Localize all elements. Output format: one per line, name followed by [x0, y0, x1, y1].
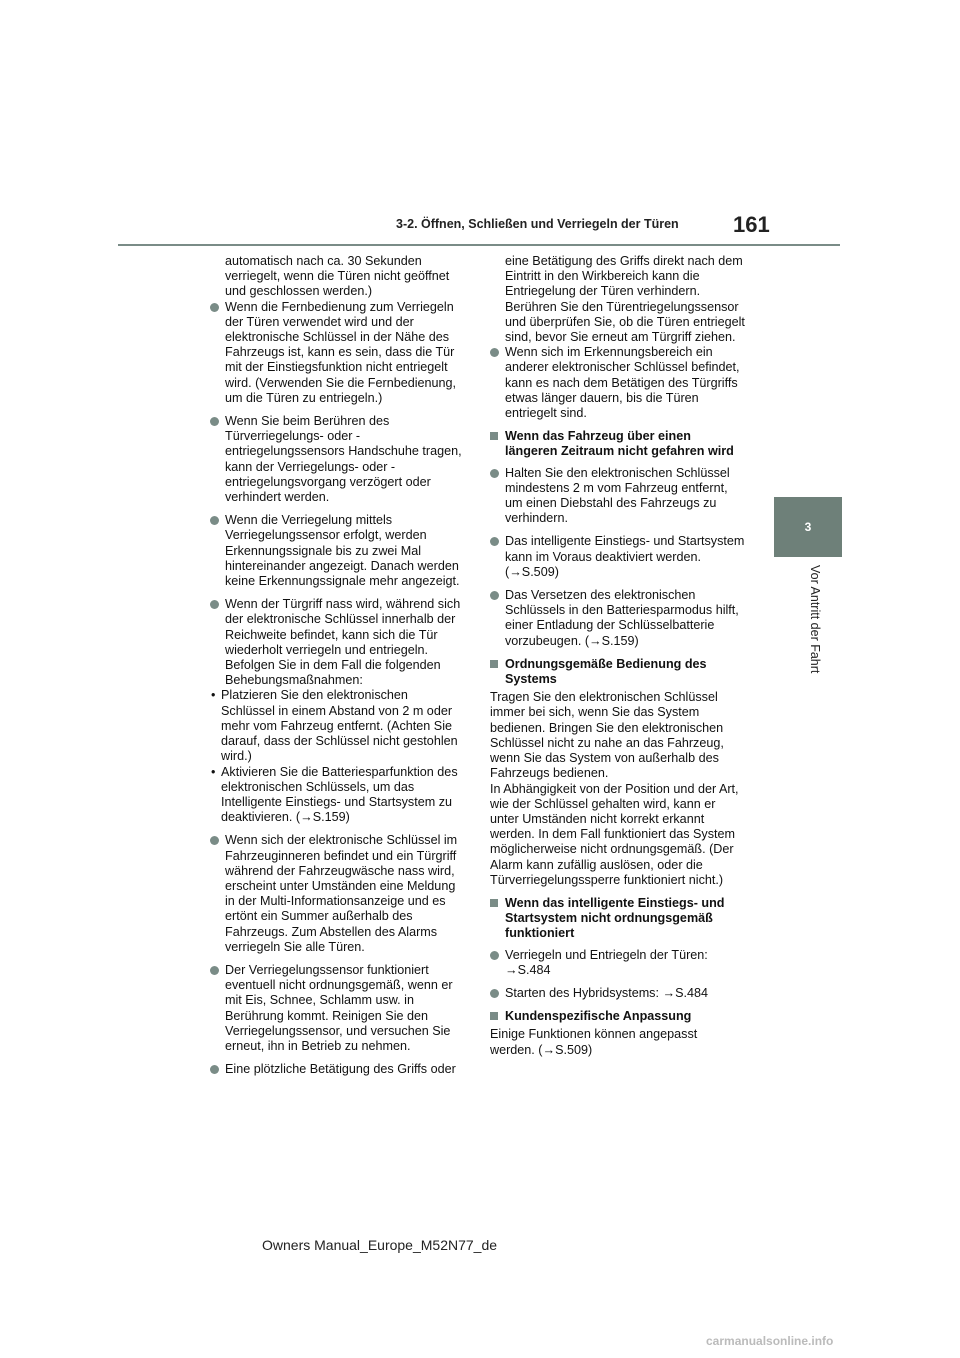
bullet-circle-icon [490, 469, 499, 478]
bullet-item [210, 1062, 465, 1077]
bullet-circle-icon [490, 989, 499, 998]
header-section-title: 3-2. Öffnen, Schließen und Verriegeln der Türen [396, 217, 679, 231]
section-heading [490, 429, 745, 459]
bullet-item [210, 513, 465, 589]
body-paragraph: Einige Funktionen können angepasst werden. (→S.509) [490, 1027, 698, 1057]
bullet-text: Eine plötzliche Betätigung des Griffs oder [225, 1062, 456, 1077]
bullet-text: Wenn der Türgriff nass wird, während sich der elektronische Schlüssel innerhalb der Reichweite befindet, kann sich die Tür wiederholt verriegeln und entriegeln. Befolgen Sie in dem Fall die folgenden Behebungsmaßnahmen: [225, 597, 461, 688]
sub-item-text: Platzieren Sie den elektronischen Schlüssel in einem Abstand von 2 m oder mehr vom Fahrzeug entfernt. (Achten Sie darauf, dass der Schlüssel nicht gestohlen wird.) [221, 688, 458, 764]
heading-square-icon [490, 899, 498, 907]
chapter-tab: 3 [774, 497, 842, 557]
bullet-item [490, 345, 745, 421]
bullet-text: Das intelligente Einstiegs- und Startsystem kann im Voraus deaktiviert werden. (→S.509) [505, 534, 745, 579]
bullet-item [490, 588, 745, 649]
bullet-text: Der Verriegelungssensor funktioniert eventuell nicht ordnungsgemäß, wenn er mit Eis, Schnee, Schlamm usw. in Berührung kommt. Reinigen Sie den Verriegelungssensor, und versuchen Sie erneut, ihn in Betrieb zu nehmen. [225, 962, 453, 1053]
watermark-text: carmanualsonline.info [706, 1334, 834, 1348]
bullet-text: Verriegeln und Entriegeln der Türen: [505, 947, 708, 962]
bullet-item [210, 963, 465, 1054]
bullet-item [490, 986, 745, 1001]
bullet-item [210, 414, 465, 505]
body-paragraph: In Abhängigkeit von der Position und der Art, wie der Schlüssel gehalten wird, kann er unter Umständen nicht korrekt erkannt werden. In dem Fall funktioniert das System möglicherweise nicht ordnungsgemäß. (Der Alarm kann zufällig auslösen, oder die Türverriegelungssperre funktioniert nicht.) [490, 781, 739, 887]
left-column [210, 254, 465, 1085]
intro-text: automatisch nach ca. 30 Sekunden verriegelt, wenn die Türen nicht geöffnet und geschlossen werden.) [225, 254, 450, 299]
bullet-circle-icon [490, 951, 499, 960]
sub-item [210, 688, 465, 764]
heading-text: Ordnungsgemäße Bedienung des Systems [505, 656, 707, 687]
bullet-text: Wenn Sie beim Berühren des Türverriegelungs- oder -entriegelungssensors Handschuhe tragen, kann der Verriegelungs- oder -entriegelungsvorgang verzögert oder verhindert werden. [225, 414, 462, 505]
bullet-text: Wenn sich im Erkennungsbereich ein anderer elektronischer Schlüssel befindet, kann es nach dem Betätigen des Türgriffs etwas länger dauern, bis die Türen entriegelt sind. [505, 345, 740, 421]
bullet-item [490, 534, 745, 580]
page-reference: →S.484 [505, 962, 551, 977]
bullet-circle-icon [210, 1065, 219, 1074]
page-number: 161 [733, 212, 770, 237]
bullet-item [490, 948, 745, 978]
bullet-circle-icon [210, 600, 219, 609]
heading-square-icon [490, 432, 498, 440]
bullet-text: Starten des Hybridsystems: →S.484 [505, 985, 708, 1000]
right-column [490, 254, 745, 1058]
bullet-circle-icon [490, 348, 499, 357]
heading-text: Kundenspezifische Anpassung [505, 1009, 692, 1024]
heading-text: Wenn das intelligente Einstiegs- und Startsystem nicht ordnungsgemäß funktioniert [505, 895, 725, 941]
bullet-circle-icon [210, 303, 219, 312]
bullet-item [210, 833, 465, 955]
continuation-text: eine Betätigung des Griffs direkt nach dem Eintritt in den Wirkbereich kann die Entriegelung der Türen verhindern. Berühren Sie den Türentriegelungssensor und überprüfen Sie, ob die Türen entriegelt sind, bevor Sie erneut am Türgriff ziehen. [505, 254, 745, 345]
chapter-label: Vor Antritt der Fahrt [808, 565, 822, 674]
sub-item-dot: • [211, 764, 216, 779]
heading-square-icon [490, 660, 498, 668]
sub-item-text: Aktivieren Sie die Batteriesparfunktion des elektronischen Schlüssels, um das Intelligente Einstiegs- und Startsystem zu deaktivieren. (→S.159) [221, 764, 458, 825]
bullet-text: Halten Sie den elektronischen Schlüssel mindestens 2 m vom Fahrzeug entfernt, um einen Diebstahl des Fahrzeugs zu verhindern. [505, 465, 730, 526]
bullet-text: Wenn die Verriegelung mittels Verriegelungssensor erfolgt, werden Erkennungssignale bis zu zwei Mal hintereinander angezeigt. Danach werden keine Erkennungssignale mehr angezeigt. [225, 513, 460, 589]
bullet-circle-icon [210, 417, 219, 426]
body-paragraph: Tragen Sie den elektronischen Schlüssel immer bei sich, wenn Sie das System bedienen. Bringen Sie den elektronischen Schlüssel nicht zu nahe an das Fahrzeug, wenn Sie das System von außerhalb des Fahrzeugs bedienen. [490, 690, 724, 781]
bullet-item [210, 300, 465, 406]
bullet-text: Wenn die Fernbedienung zum Verriegeln der Türen verwendet wird und der elektronische Schlüssel in der Nähe des Fahrzeugs ist, kann es sein, dass die Tür mit der Einstiegsfunktion nicht entriegelt wird. (Verwenden Sie die Fernbedienung, um die Türen zu entriegeln.) [225, 299, 457, 405]
bullet-circle-icon [490, 591, 499, 600]
bullet-text: Wenn sich der elektronische Schlüssel im Fahrzeuginneren befindet und ein Türgriff während der Fahrzeugwäsche nass wird, erscheint unter Umständen eine Meldung in der Multi-Informationsanzeige und es ertönt ein Summer außerhalb des Fahrzeugs. Zum Abstellen des Alarms verriegeln Sie alle Türen. [225, 833, 458, 954]
header-rule [118, 244, 840, 246]
heading-square-icon [490, 1012, 498, 1020]
sub-item-dot: • [211, 688, 216, 703]
bullet-circle-icon [210, 966, 219, 975]
sub-item-list [210, 688, 465, 825]
bullet-circle-icon [210, 516, 219, 525]
bullet-item [490, 466, 745, 527]
section-heading [490, 657, 745, 687]
bullet-text: Das Versetzen des elektronischen Schlüssels in den Batteriesparmodus hilft, einer Entladung der Schlüsselbatterie vorzubeugen. (→S.159) [505, 588, 739, 648]
bullet-item [210, 597, 465, 688]
section-heading [490, 1009, 745, 1024]
section-heading [490, 896, 745, 942]
bullet-circle-icon [210, 836, 219, 845]
footer-manual-name: Owners Manual_Europe_M52N77_de [262, 1237, 498, 1253]
heading-text: Wenn das Fahrzeug über einen längeren Zeitraum nicht gefahren wird [505, 429, 734, 459]
sub-item [210, 765, 465, 826]
bullet-circle-icon [490, 537, 499, 546]
